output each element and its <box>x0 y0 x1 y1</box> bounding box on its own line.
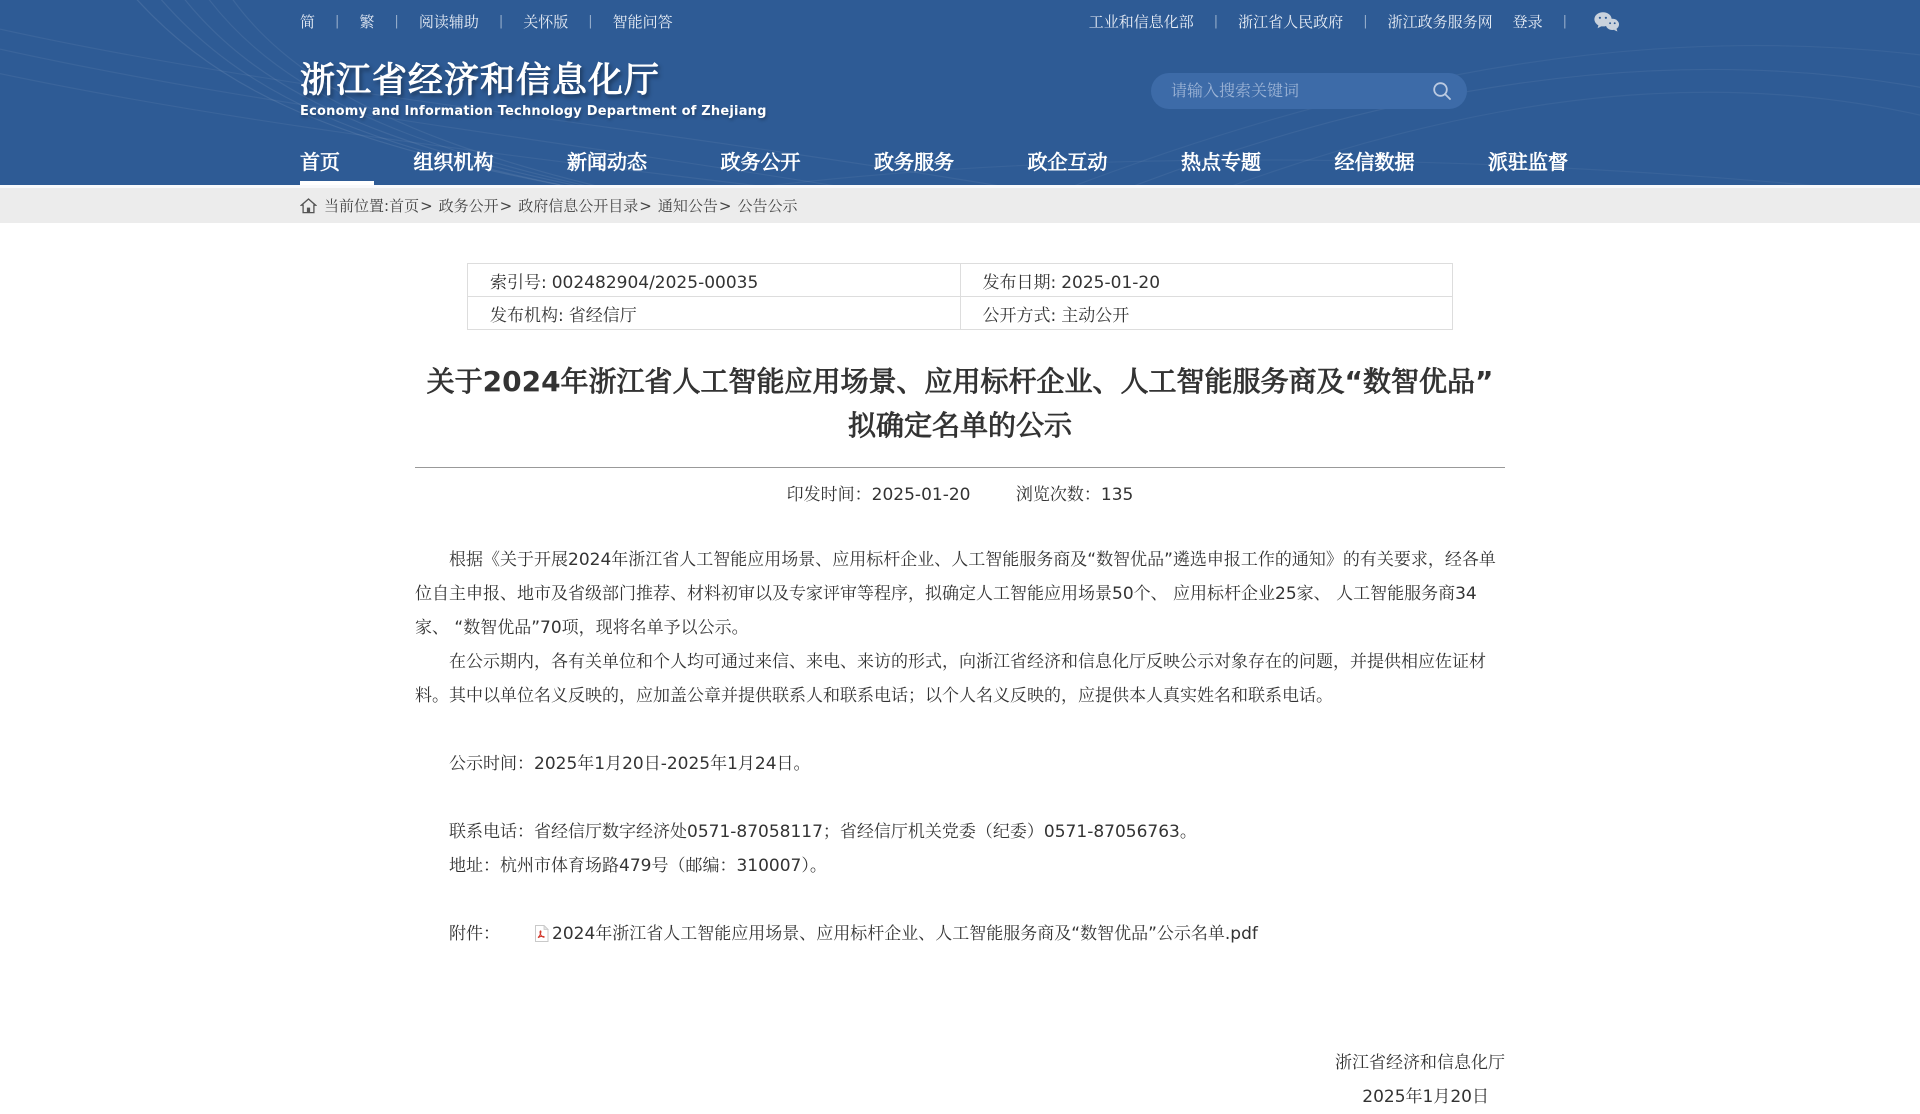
topbar-left-links <box>300 11 673 32</box>
site-subtitle: Economy and Information Technology Department of Zhejiang <box>300 103 767 119</box>
topbar-link-smart-qa[interactable]: 智能问答 <box>612 12 673 31</box>
paragraph-address: 地址：杭州市体育场路479号（邮编：310007）。 <box>449 855 827 876</box>
breadcrumb-prefix: 当前位置: <box>324 197 390 215</box>
signature-date: 2025年1月20日 <box>1362 1086 1489 1107</box>
meta-cell-publisher <box>468 297 961 330</box>
breadcrumb <box>300 188 1620 223</box>
paragraph-contact-phone: 联系电话：省经信厅数字经济处0571-87058117；省经信厅机关党委（纪委）0571-87056763。 <box>449 821 1197 842</box>
separator: | <box>588 13 593 29</box>
paragraph-public-period: 公示时间：2025年1月20日-2025年1月24日。 <box>449 753 811 774</box>
breadcrumb-item-gov-info[interactable]: 政务公开 <box>438 197 499 215</box>
separator: | <box>394 13 399 29</box>
search-input[interactable] <box>1169 80 1431 101</box>
table-row <box>468 264 1453 297</box>
header-main-row <box>300 42 1620 139</box>
nav-item-news[interactable]: 新闻动态 <box>567 150 647 174</box>
topbar-link-simplified[interactable]: 简 <box>300 12 316 31</box>
wechat-icon[interactable] <box>1593 11 1620 32</box>
article <box>415 360 1505 1114</box>
nav-item-interaction[interactable]: 政企互动 <box>1027 150 1108 174</box>
topbar-right-links <box>1089 11 1620 32</box>
meta-value: 002482904/2025-00035 <box>551 272 759 293</box>
main-nav <box>300 139 1620 185</box>
views-label: 浏览次数： <box>1015 484 1101 505</box>
breadcrumb-separator: > <box>420 196 433 215</box>
meta-label: 发布日期: <box>982 272 1057 293</box>
table-row <box>468 297 1453 330</box>
separator: | <box>335 13 340 29</box>
site-logo[interactable] <box>300 60 767 119</box>
paragraph-feedback: 在公示期内，各有关单位和个人均可通过来信、来电、来访的形式，向浙江省经济和信息化厅反映公示对象存在的问题，并提供相应佐证材料。其中以单位名义反映的，应加盖公章并提供联系人和联系电话；以个人名义反映的，应提供本人真实姓名和联系电话。 <box>415 651 1486 706</box>
breadcrumb-item-announcements[interactable]: 公告公示 <box>737 197 798 215</box>
site-title: 浙江省经济和信息化厅 <box>300 60 661 101</box>
breadcrumb-item-notices[interactable]: 通知公告 <box>657 197 718 215</box>
page-content <box>0 263 1920 1114</box>
site-header <box>0 0 1920 185</box>
top-utility-bar <box>300 0 1620 42</box>
page-title-line1: 关于2024年浙江省人工智能应用场景、应用标杆企业、人工智能服务商及“数智优品” <box>426 365 1494 398</box>
separator: | <box>1562 13 1567 29</box>
print-time-value: 2025-01-20 <box>871 484 971 505</box>
search-button[interactable] <box>1431 80 1453 102</box>
breadcrumb-item-catalog[interactable]: 政府信息公开目录 <box>518 197 639 215</box>
meta-label: 索引号: <box>490 272 547 293</box>
separator: | <box>1213 13 1219 29</box>
nav-item-gov-info[interactable]: 政务公开 <box>720 150 801 174</box>
signature-name: 浙江省经济和信息化厅 <box>1335 1052 1505 1073</box>
house-icon <box>300 198 317 214</box>
nav-item-home[interactable]: 首页 <box>300 139 340 185</box>
breadcrumb-bar <box>0 188 1920 223</box>
paragraph-intro: 根据《关于开展2024年浙江省人工智能应用场景、应用标杆企业、人工智能服务商及“数智优品”遴选申报工作的通知》的有关要求，经各单位自主申报、地市及省级部门推荐、材料初审以及专家评审等程序，拟确定人工智能应用场景50个、 应用标杆企业25家、 人工智能服务商34家、 “数智优品”70项，现将名单予以公示。 <box>415 549 1496 638</box>
article-body <box>415 543 1505 1114</box>
breadcrumb-separator: > <box>718 196 732 215</box>
attachment-label: 附件： <box>449 923 500 944</box>
magnifier-icon <box>1431 80 1453 102</box>
meta-value: 省经信厅 <box>568 305 637 326</box>
signature-block <box>415 1046 1505 1114</box>
attachment-line <box>415 917 1505 954</box>
print-time-label: 印发时间： <box>786 484 872 505</box>
nav-item-data[interactable]: 经信数据 <box>1334 150 1415 174</box>
topbar-link-login[interactable]: 登录 <box>1512 12 1543 31</box>
views-count: 135 <box>1100 484 1134 505</box>
breadcrumb-separator: > <box>639 196 652 215</box>
topbar-link-miit[interactable]: 工业和信息化部 <box>1088 12 1194 31</box>
meta-value: 2025-01-20 <box>1061 272 1161 293</box>
topbar-link-zj-service[interactable]: 浙江政务服务网 <box>1387 12 1493 31</box>
meta-value: 主动公开 <box>1061 305 1130 326</box>
attachment-link[interactable]: 2024年浙江省人工智能应用场景、应用标杆企业、人工智能服务商及“数智优品”公示名单.pdf <box>552 923 1258 944</box>
breadcrumb-separator: > <box>499 196 513 215</box>
nav-item-organization[interactable]: 组织机构 <box>413 150 494 174</box>
site-search <box>1151 73 1467 109</box>
topbar-link-traditional[interactable]: 繁 <box>359 12 375 31</box>
page-title <box>415 360 1505 448</box>
topbar-link-reading-aid[interactable]: 阅读辅助 <box>418 12 479 31</box>
pdf-file-icon <box>500 920 549 954</box>
nav-item-hot-topics[interactable]: 热点专题 <box>1181 150 1261 174</box>
breadcrumb-item-home[interactable]: 首页 <box>389 197 420 215</box>
meta-label: 公开方式: <box>982 305 1057 326</box>
article-meta-line <box>415 480 1505 505</box>
meta-cell-publish-date <box>960 264 1453 297</box>
meta-label: 发布机构: <box>490 305 564 326</box>
meta-cell-disclosure-mode <box>960 297 1453 330</box>
meta-cell-index-number <box>468 264 961 297</box>
page-title-line2: 拟确定名单的公示 <box>847 409 1072 442</box>
nav-item-gov-service[interactable]: 政务服务 <box>874 150 954 174</box>
topbar-link-care-version[interactable]: 关怀版 <box>523 12 569 31</box>
nav-item-supervision[interactable]: 派驻监督 <box>1488 150 1568 174</box>
separator: | <box>498 13 504 29</box>
topbar-link-zj-gov[interactable]: 浙江省人民政府 <box>1238 12 1344 31</box>
separator: | <box>1363 13 1368 29</box>
title-divider <box>415 467 1505 468</box>
document-meta-table <box>467 263 1453 330</box>
